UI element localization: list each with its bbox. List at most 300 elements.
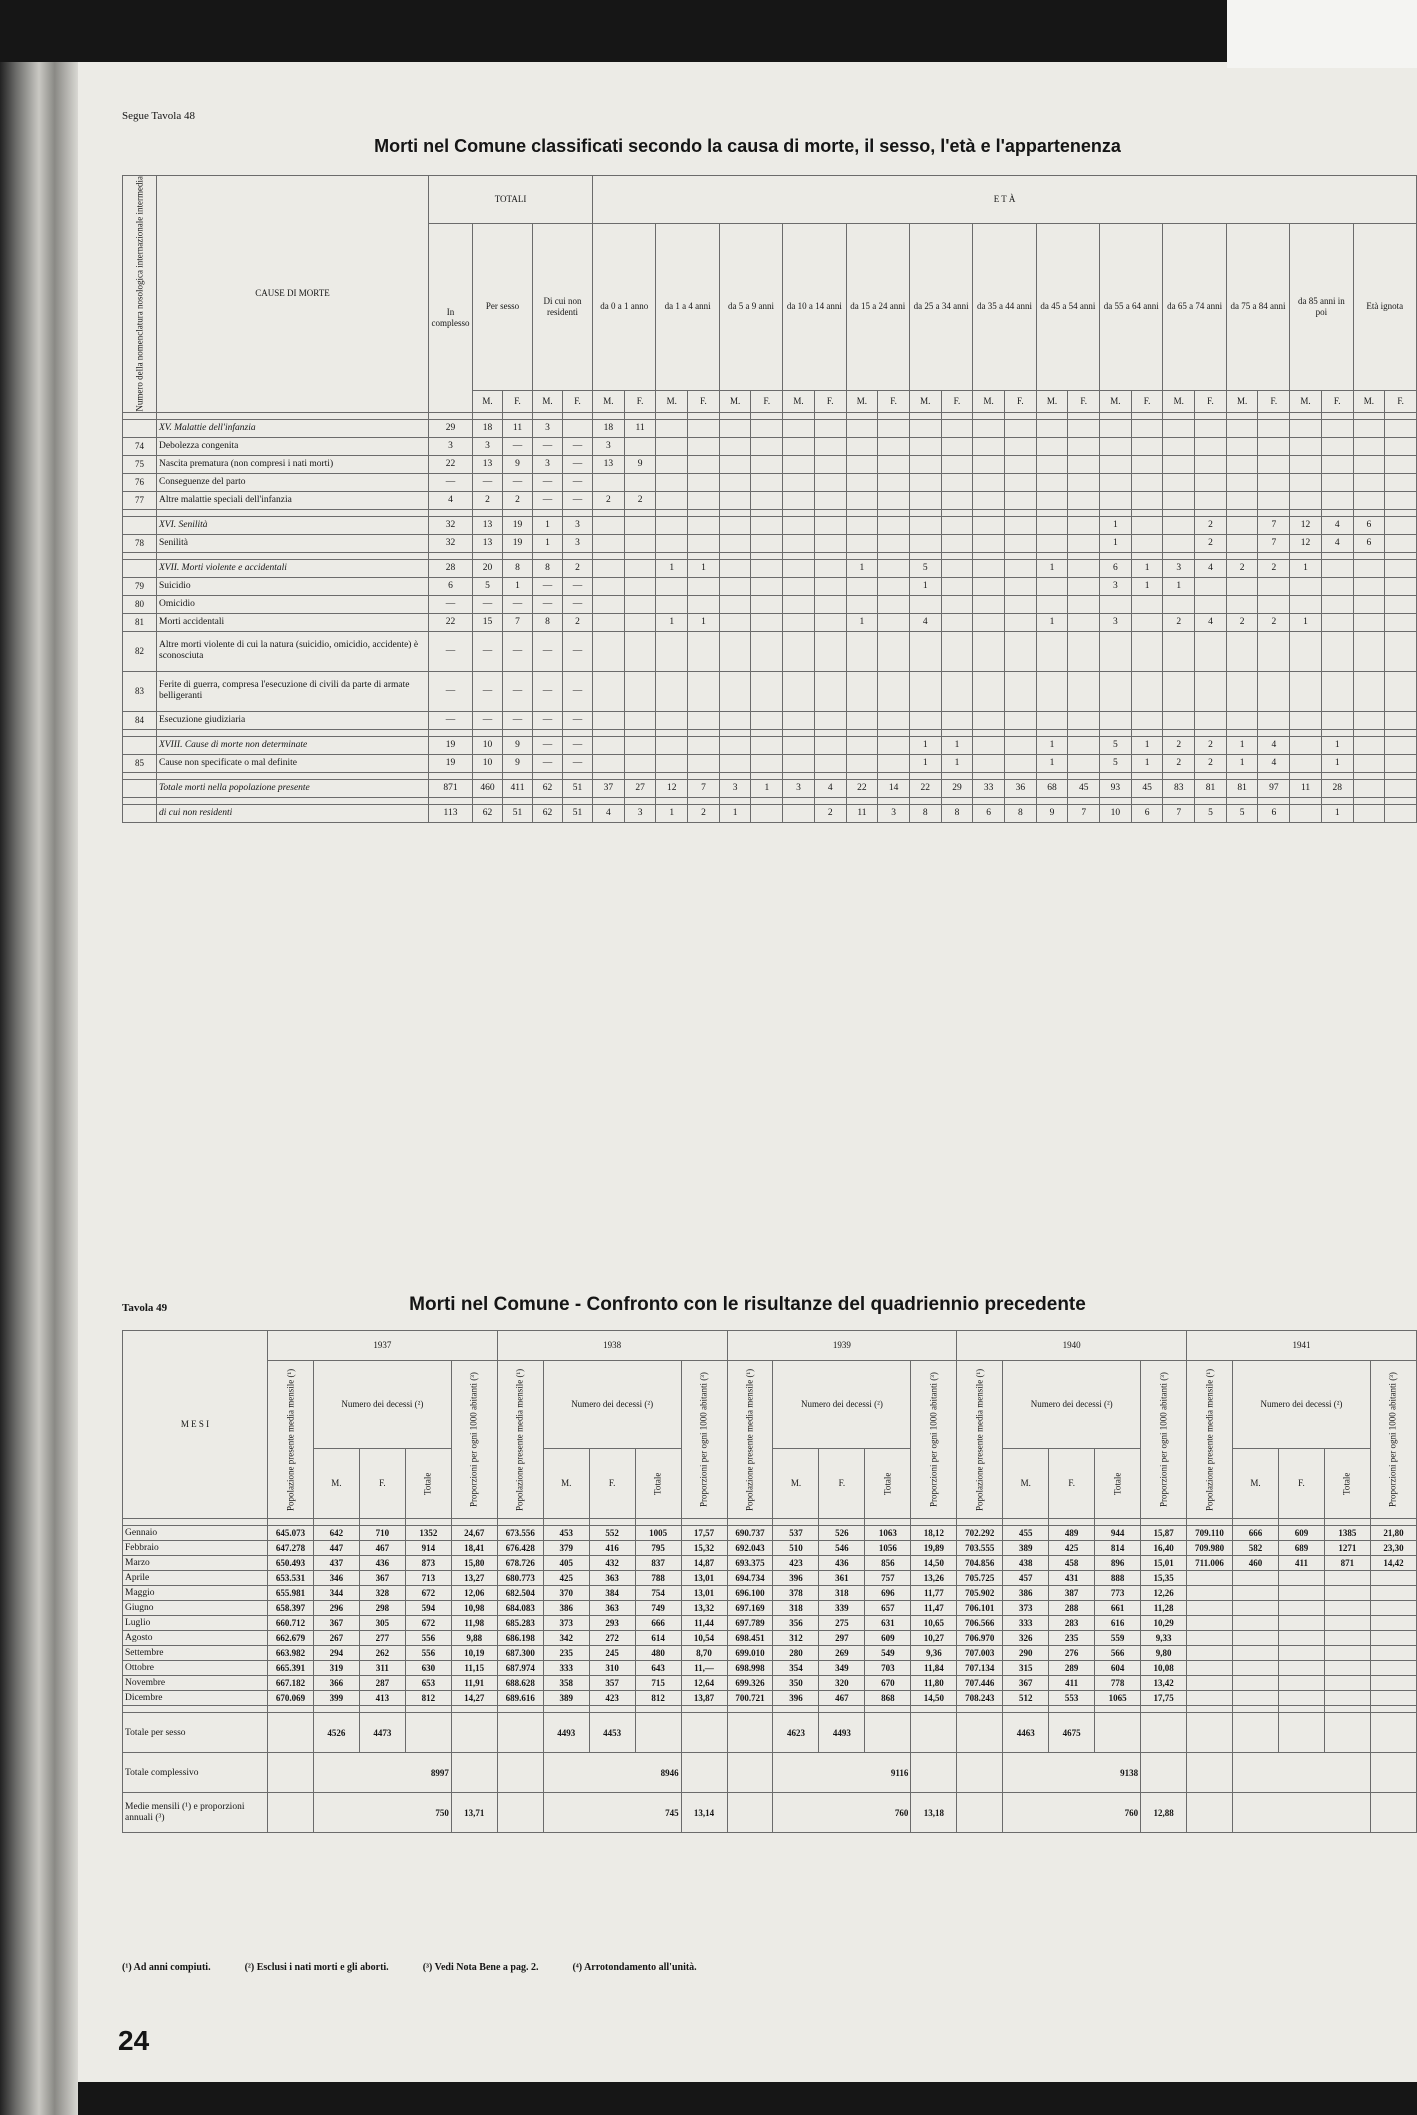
- month-value: 344: [313, 1586, 359, 1601]
- value-cell: —: [533, 711, 563, 729]
- value-cell: 3: [624, 804, 656, 822]
- m-header: M.: [593, 390, 625, 412]
- spacer-cell: [429, 729, 473, 736]
- month-value: 680.773: [497, 1571, 543, 1586]
- month-value: 12,06: [451, 1586, 497, 1601]
- spacer-cell: [1195, 552, 1227, 559]
- spacer-cell: [593, 797, 625, 804]
- value-cell: [656, 577, 688, 595]
- spacer-row: [123, 1519, 1417, 1526]
- spacer-cell: [1258, 509, 1290, 516]
- value-cell: [751, 419, 783, 437]
- value-cell: [1004, 754, 1036, 772]
- value-cell: 1: [656, 804, 688, 822]
- value-cell: [1321, 419, 1353, 437]
- value-cell: 4: [1321, 516, 1353, 534]
- per-sesso-header: Per sesso: [473, 224, 533, 391]
- value-cell: [1385, 779, 1417, 797]
- value-cell: —: [503, 473, 533, 491]
- value-cell: [1004, 559, 1036, 577]
- month-value: 700.721: [727, 1691, 773, 1706]
- spacer-cell: [1004, 509, 1036, 516]
- month-label: Giugno: [123, 1601, 268, 1616]
- value-cell: 2: [1226, 559, 1258, 577]
- month-value: 363: [589, 1601, 635, 1616]
- value-cell: 11: [1290, 779, 1322, 797]
- month-value: 631: [865, 1616, 911, 1631]
- spacer-cell: [1195, 729, 1227, 736]
- spacer-cell: [1258, 729, 1290, 736]
- spacer-cell: [1141, 1519, 1187, 1526]
- m-header: M.: [1233, 1449, 1279, 1519]
- month-value: 9,88: [451, 1631, 497, 1646]
- prop-col-header: Proporzioni per ogni 1000 abitanti (³): [451, 1361, 497, 1519]
- value-cell: —: [429, 671, 473, 711]
- empty-cell: [911, 1753, 957, 1793]
- month-value: 378: [773, 1586, 819, 1601]
- value-cell: 45: [1068, 779, 1100, 797]
- cause-code: 82: [123, 631, 157, 671]
- month-value: 778: [1095, 1676, 1141, 1691]
- spacer-cell: [503, 772, 533, 779]
- spacer-cell: [1068, 772, 1100, 779]
- spacer-cell: [1324, 1519, 1370, 1526]
- value-cell: 29: [941, 779, 973, 797]
- value-cell: [751, 595, 783, 613]
- month-value: 699.326: [727, 1676, 773, 1691]
- month-value: 703.555: [957, 1541, 1003, 1556]
- value-cell: 2: [503, 491, 533, 509]
- month-row: [123, 1571, 1417, 1586]
- value-cell: 1: [656, 559, 688, 577]
- value-cell: [783, 419, 815, 437]
- spacer-cell: [359, 1519, 405, 1526]
- value-cell: [1004, 595, 1036, 613]
- value-cell: 2: [1258, 559, 1290, 577]
- spacer-cell: [688, 772, 720, 779]
- value-cell: [1163, 455, 1195, 473]
- value-cell: [783, 491, 815, 509]
- spacer-cell: [814, 729, 846, 736]
- cause-code: 76: [123, 473, 157, 491]
- value-cell: [1100, 671, 1132, 711]
- cause-code: [123, 736, 157, 754]
- spacer-cell: [503, 552, 533, 559]
- m-header: M.: [719, 390, 751, 412]
- spacer-cell: [814, 412, 846, 419]
- proporzione-annuale: [1370, 1793, 1416, 1833]
- spacer-cell: [1385, 729, 1417, 736]
- value-cell: 20: [473, 559, 503, 577]
- month-value: 326: [1003, 1631, 1049, 1646]
- age-group-header: da 1 a 4 anni: [656, 224, 719, 391]
- value-cell: [1068, 559, 1100, 577]
- value-cell: [656, 671, 688, 711]
- month-value: 812: [405, 1691, 451, 1706]
- value-cell: —: [563, 455, 593, 473]
- value-cell: [1321, 631, 1353, 671]
- value-cell: 13: [473, 455, 503, 473]
- month-row: [123, 1586, 1417, 1601]
- month-value: [1324, 1601, 1370, 1616]
- value-cell: [846, 437, 878, 455]
- spacer-cell: [751, 412, 783, 419]
- value-cell: [624, 736, 656, 754]
- value-cell: 2: [1258, 613, 1290, 631]
- month-value: 689.616: [497, 1691, 543, 1706]
- cause-label: Suicidio: [157, 577, 429, 595]
- month-row: [123, 1676, 1417, 1691]
- value-cell: [1321, 455, 1353, 473]
- month-value: 339: [819, 1601, 865, 1616]
- age-group-header: da 15 a 24 anni: [846, 224, 909, 391]
- value-cell: [593, 631, 625, 671]
- value-cell: [1036, 516, 1068, 534]
- cause-label: Esecuzione giudiziaria: [157, 711, 429, 729]
- value-cell: [878, 613, 910, 631]
- value-cell: [1036, 631, 1068, 671]
- month-value: 293: [589, 1616, 635, 1631]
- spacer-cell: [563, 552, 593, 559]
- spacer-cell: [543, 1706, 589, 1713]
- value-cell: [1353, 779, 1385, 797]
- month-value: [1278, 1601, 1324, 1616]
- value-cell: [1290, 671, 1322, 711]
- value-cell: [624, 631, 656, 671]
- value-cell: [973, 491, 1005, 509]
- value-cell: [783, 437, 815, 455]
- spacer-cell: [846, 509, 878, 516]
- value-cell: [1004, 516, 1036, 534]
- value-cell: [783, 754, 815, 772]
- spacer-cell: [688, 412, 720, 419]
- month-value: 480: [635, 1646, 681, 1661]
- eta-header: E T À: [593, 176, 1417, 224]
- value-cell: [1385, 711, 1417, 729]
- value-cell: [846, 711, 878, 729]
- month-value: 294: [313, 1646, 359, 1661]
- tot-f: 4473: [359, 1713, 405, 1753]
- empty-cell: [1187, 1713, 1233, 1753]
- value-cell: [878, 711, 910, 729]
- value-cell: 4: [814, 779, 846, 797]
- value-cell: [1226, 516, 1258, 534]
- value-cell: 12: [1290, 516, 1322, 534]
- tot-header: Totale: [1324, 1449, 1370, 1519]
- value-cell: [1195, 577, 1227, 595]
- spacer-cell: [783, 509, 815, 516]
- age-group-header: da 45 a 54 anni: [1036, 224, 1099, 391]
- month-value: 510: [773, 1541, 819, 1556]
- value-cell: [719, 736, 751, 754]
- spacer-cell: [1195, 797, 1227, 804]
- month-row: [123, 1661, 1417, 1676]
- age-group-header: da 5 a 9 anni: [719, 224, 782, 391]
- spacer-cell: [719, 412, 751, 419]
- month-value: 549: [865, 1646, 911, 1661]
- spacer-cell: [865, 1519, 911, 1526]
- month-value: 16,40: [1141, 1541, 1187, 1556]
- month-value: 512: [1003, 1691, 1049, 1706]
- value-cell: [1290, 437, 1322, 455]
- month-label: Novembre: [123, 1676, 268, 1691]
- value-cell: [593, 613, 625, 631]
- spacer-cell: [783, 729, 815, 736]
- value-cell: [563, 419, 593, 437]
- value-cell: 14: [878, 779, 910, 797]
- month-value: 288: [1049, 1601, 1095, 1616]
- value-cell: 3: [1100, 577, 1132, 595]
- value-cell: 1: [1321, 754, 1353, 772]
- month-value: [1187, 1691, 1233, 1706]
- value-cell: [1068, 437, 1100, 455]
- month-value: 11,47: [911, 1601, 957, 1616]
- value-cell: 3: [783, 779, 815, 797]
- value-cell: 6: [1258, 804, 1290, 822]
- spacer-cell: [878, 412, 910, 419]
- spacer-cell: [1036, 509, 1068, 516]
- m-header: M.: [783, 390, 815, 412]
- value-cell: [1258, 473, 1290, 491]
- spacer-cell: [973, 412, 1005, 419]
- value-cell: [719, 419, 751, 437]
- value-cell: —: [473, 631, 503, 671]
- spacer-cell: [1163, 552, 1195, 559]
- value-cell: [1385, 437, 1417, 455]
- month-value: [1187, 1631, 1233, 1646]
- spacer-cell: [1321, 509, 1353, 516]
- spacer-cell: [814, 552, 846, 559]
- value-cell: —: [429, 631, 473, 671]
- spacer-cell: [473, 509, 503, 516]
- month-label: Ottobre: [123, 1661, 268, 1676]
- month-value: 688.628: [497, 1676, 543, 1691]
- table49: [122, 1330, 1417, 1833]
- month-label: Aprile: [123, 1571, 268, 1586]
- value-cell: 3: [533, 419, 563, 437]
- medie-label: Medie mensili (¹) e proporzioni annuali (³): [123, 1793, 268, 1833]
- value-cell: [909, 534, 941, 552]
- spacer-cell: [1049, 1706, 1095, 1713]
- value-cell: [909, 419, 941, 437]
- spacer-cell: [1068, 509, 1100, 516]
- m-header: M.: [313, 1449, 359, 1519]
- value-cell: [814, 736, 846, 754]
- value-cell: [909, 631, 941, 671]
- spacer-cell: [1163, 729, 1195, 736]
- month-value: 537: [773, 1526, 819, 1541]
- month-value: 703: [865, 1661, 911, 1676]
- month-value: 10,27: [911, 1631, 957, 1646]
- prop-col-header: Proporzioni per ogni 1000 abitanti (³): [1370, 1361, 1416, 1519]
- value-cell: [1195, 491, 1227, 509]
- value-cell: [1385, 473, 1417, 491]
- value-cell: 1: [941, 754, 973, 772]
- value-cell: 22: [846, 779, 878, 797]
- value-cell: [1068, 736, 1100, 754]
- value-cell: [1226, 671, 1258, 711]
- cause-row: [123, 595, 1417, 613]
- value-cell: 62: [533, 804, 563, 822]
- value-cell: —: [563, 491, 593, 509]
- month-value: 670.069: [268, 1691, 314, 1706]
- value-cell: 18: [473, 419, 503, 437]
- month-label: Marzo: [123, 1556, 268, 1571]
- value-cell: [1163, 437, 1195, 455]
- footnote: (¹) Ad anni compiuti.: [122, 1962, 211, 1973]
- month-value: 455: [1003, 1526, 1049, 1541]
- month-label: Agosto: [123, 1631, 268, 1646]
- spacer-cell: [1131, 797, 1163, 804]
- month-value: [1370, 1601, 1416, 1616]
- cause-row: [123, 631, 1417, 671]
- value-cell: [909, 437, 941, 455]
- year-header: 1937: [268, 1331, 498, 1361]
- month-value: 682.504: [497, 1586, 543, 1601]
- month-value: 12,64: [681, 1676, 727, 1691]
- spacer-cell: [624, 412, 656, 419]
- month-value: 812: [635, 1691, 681, 1706]
- f-header: F.: [624, 390, 656, 412]
- value-cell: [1131, 419, 1163, 437]
- value-cell: [1385, 631, 1417, 671]
- value-cell: 8: [503, 559, 533, 577]
- month-value: 14,50: [911, 1691, 957, 1706]
- age-group-header: da 85 anni in poi: [1290, 224, 1353, 391]
- f-header: F.: [878, 390, 910, 412]
- cause-row: [123, 534, 1417, 552]
- month-value: 290: [1003, 1646, 1049, 1661]
- month-value: 19,89: [911, 1541, 957, 1556]
- value-cell: [783, 516, 815, 534]
- spacer-cell: [635, 1519, 681, 1526]
- value-cell: [1353, 577, 1385, 595]
- cause-label: Nascita prematura (non compresi i nati morti): [157, 455, 429, 473]
- month-value: 707.003: [957, 1646, 1003, 1661]
- spacer-cell: [533, 509, 563, 516]
- value-cell: [1163, 473, 1195, 491]
- month-value: 432: [589, 1556, 635, 1571]
- value-cell: [909, 711, 941, 729]
- value-cell: 81: [1226, 779, 1258, 797]
- value-cell: [656, 437, 688, 455]
- value-cell: [1353, 613, 1385, 631]
- value-cell: [688, 473, 720, 491]
- value-cell: [1004, 736, 1036, 754]
- empty-cell: [1370, 1713, 1416, 1753]
- value-cell: [1068, 754, 1100, 772]
- month-value: 367: [1003, 1676, 1049, 1691]
- spacer-cell: [973, 552, 1005, 559]
- spacer-row: [123, 1706, 1417, 1713]
- value-cell: —: [503, 437, 533, 455]
- value-cell: 2: [473, 491, 503, 509]
- empty-cell: [497, 1753, 543, 1793]
- value-cell: 1: [846, 613, 878, 631]
- value-cell: 5: [1100, 736, 1132, 754]
- spacer-cell: [1278, 1519, 1324, 1526]
- spacer-cell: [533, 772, 563, 779]
- value-cell: 4: [1195, 559, 1227, 577]
- value-cell: [783, 631, 815, 671]
- value-cell: 13: [473, 534, 503, 552]
- value-cell: [751, 671, 783, 711]
- value-cell: [1163, 671, 1195, 711]
- value-cell: [1036, 419, 1068, 437]
- spacer-cell: [123, 1706, 268, 1713]
- month-value: 871: [1324, 1556, 1370, 1571]
- value-cell: 9: [503, 736, 533, 754]
- value-cell: [624, 437, 656, 455]
- spacer-cell: [1385, 772, 1417, 779]
- value-cell: [719, 534, 751, 552]
- month-value: 1352: [405, 1526, 451, 1541]
- value-cell: [1163, 419, 1195, 437]
- month-value: 672: [405, 1616, 451, 1631]
- value-cell: [1385, 577, 1417, 595]
- value-cell: [1353, 595, 1385, 613]
- pop-col-header: Popolazione presente media mensile (¹): [497, 1361, 543, 1519]
- age-group-header: Età ignota: [1353, 224, 1416, 391]
- f-header: F.: [1278, 1449, 1324, 1519]
- month-value: 467: [359, 1541, 405, 1556]
- month-value: 814: [1095, 1541, 1141, 1556]
- spacer-cell: [1100, 729, 1132, 736]
- month-value: 707.134: [957, 1661, 1003, 1676]
- mesi-header: M E S I: [123, 1331, 268, 1519]
- value-cell: [846, 736, 878, 754]
- month-value: 1056: [865, 1541, 911, 1556]
- month-value: 405: [543, 1556, 589, 1571]
- month-value: 366: [313, 1676, 359, 1691]
- value-cell: 4: [1195, 613, 1227, 631]
- age-group-header: da 0 a 1 anno: [593, 224, 656, 391]
- value-cell: [814, 577, 846, 595]
- cause-label: XVI. Senilità: [157, 516, 429, 534]
- value-cell: [1290, 577, 1322, 595]
- value-cell: [1353, 473, 1385, 491]
- empty-cell: [1187, 1793, 1233, 1833]
- month-value: 788: [635, 1571, 681, 1586]
- value-cell: 1: [1100, 534, 1132, 552]
- value-cell: [751, 534, 783, 552]
- value-cell: —: [503, 671, 533, 711]
- spacer-cell: [719, 509, 751, 516]
- tot-m: 4623: [773, 1713, 819, 1753]
- month-row: [123, 1541, 1417, 1556]
- value-cell: [688, 631, 720, 671]
- spacer-cell: [503, 729, 533, 736]
- value-cell: 2: [563, 559, 593, 577]
- value-cell: 7: [1163, 804, 1195, 822]
- value-cell: [1131, 595, 1163, 613]
- value-cell: [1131, 671, 1163, 711]
- value-cell: [1353, 754, 1385, 772]
- spacer-cell: [1233, 1519, 1279, 1526]
- spacer-cell: [593, 729, 625, 736]
- f-header: F.: [1004, 390, 1036, 412]
- cause-code: 74: [123, 437, 157, 455]
- spacer-cell: [497, 1706, 543, 1713]
- month-value: 18,12: [911, 1526, 957, 1541]
- month-value: 18,41: [451, 1541, 497, 1556]
- spacer-cell: [656, 552, 688, 559]
- month-row: [123, 1526, 1417, 1541]
- month-label: Luglio: [123, 1616, 268, 1631]
- month-value: 389: [543, 1691, 589, 1706]
- cause-label: Debolezza congenita: [157, 437, 429, 455]
- spacer-cell: [123, 509, 157, 516]
